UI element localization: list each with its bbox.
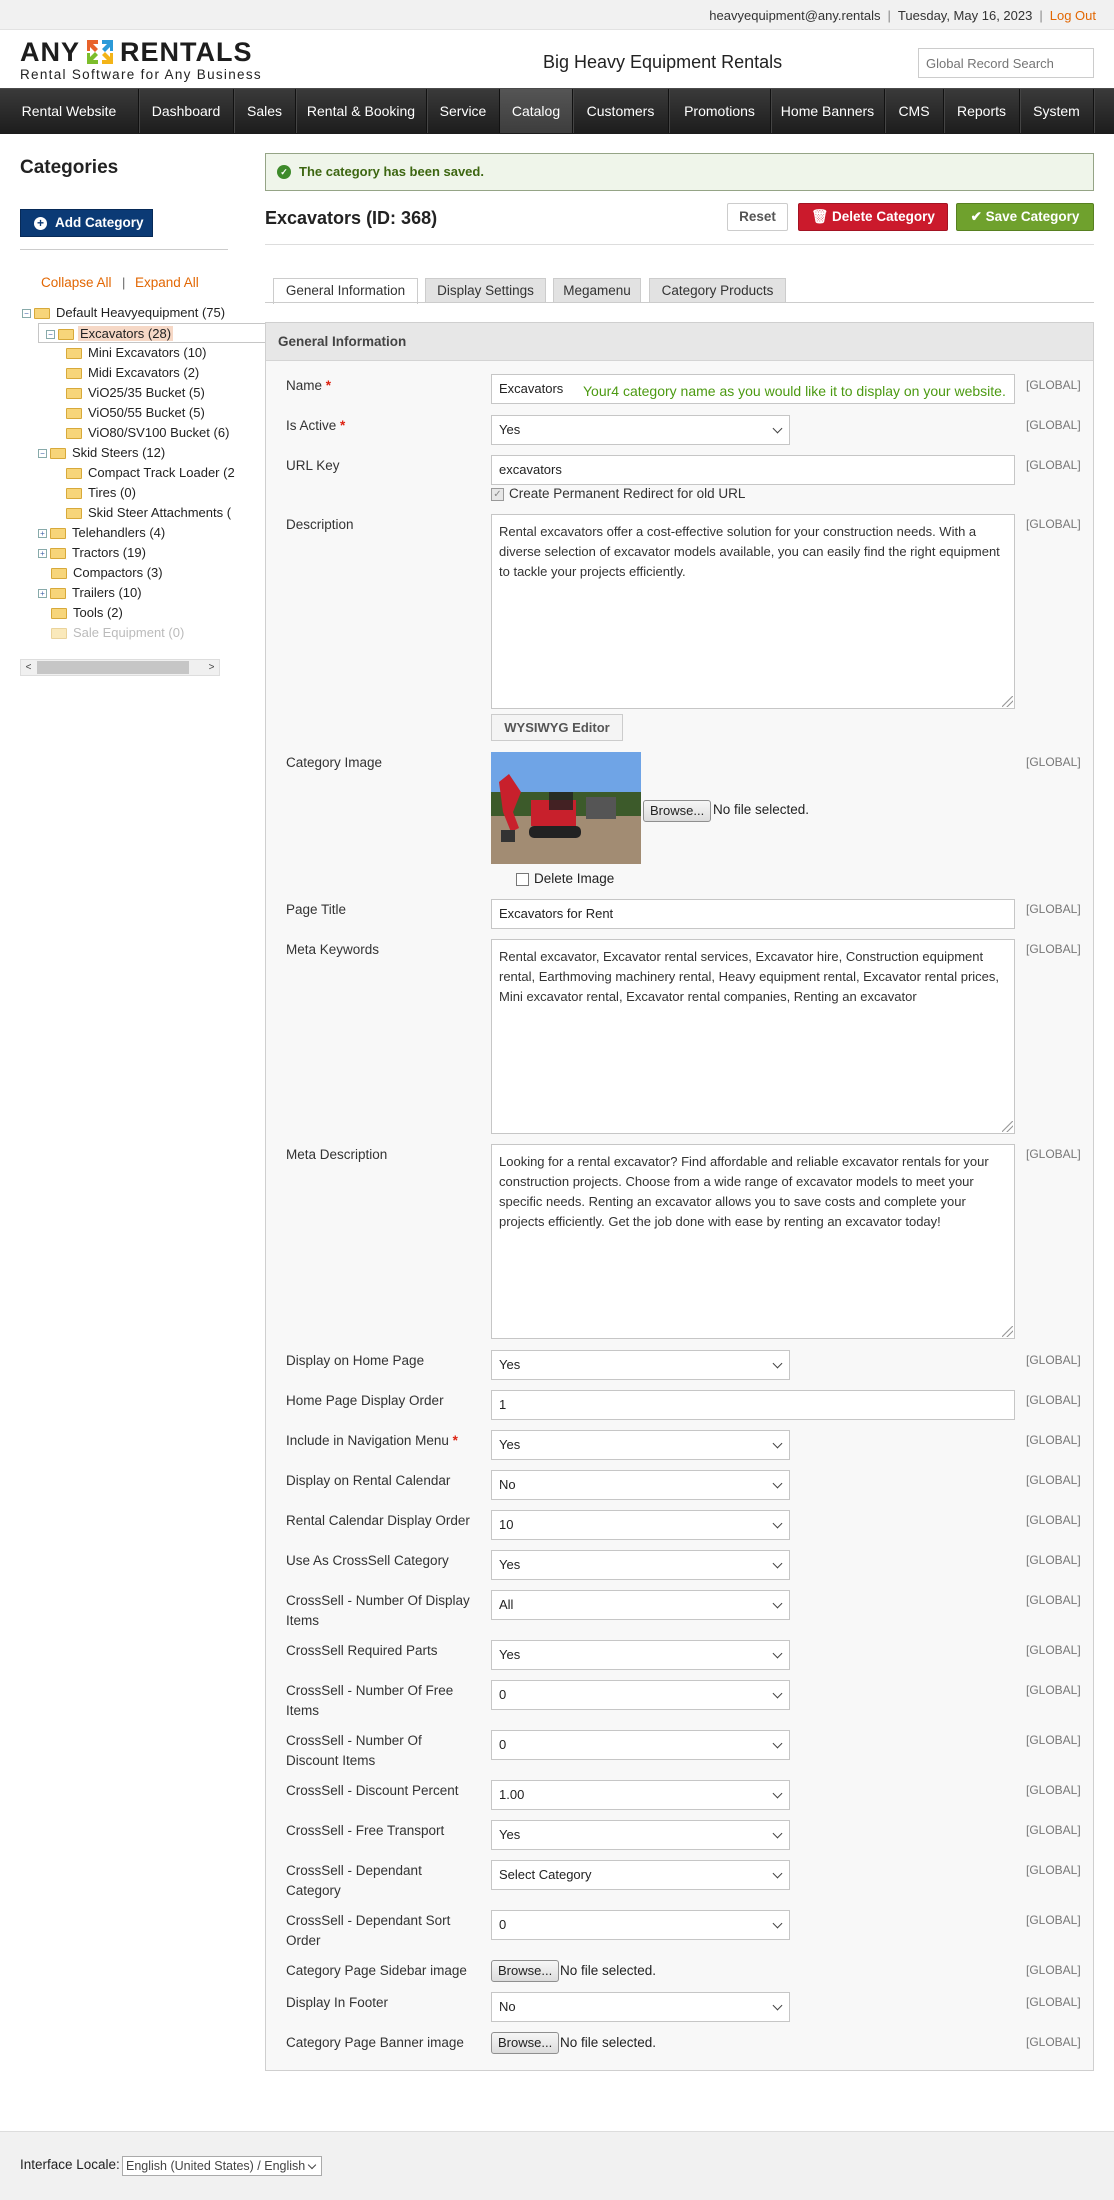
nav-system[interactable]: System (1020, 89, 1094, 133)
delete-image-label: Delete Image (534, 871, 615, 886)
scope-label: [GLOBAL] (1026, 1147, 1081, 1161)
nav-cms[interactable]: CMS (885, 89, 944, 133)
tree-node-label: Mini Excavators (10) (88, 345, 207, 360)
folder-icon (66, 488, 82, 499)
scope-label: [GLOBAL] (1026, 1393, 1081, 1407)
folder-icon (34, 308, 50, 319)
include-nav-select[interactable]: Yes (491, 1430, 790, 1460)
cs-free-transport-select[interactable]: Yes (491, 1820, 790, 1850)
scope-label: [GLOBAL] (1026, 1863, 1081, 1877)
collapse-toggle-icon[interactable]: − (38, 449, 47, 458)
scope-label: [GLOBAL] (1026, 1995, 1081, 2009)
tree-node-label: Skid Steers (12) (72, 445, 166, 460)
scope-label: [GLOBAL] (1026, 1963, 1081, 1977)
tree-node-label: Tractors (19) (72, 545, 146, 560)
cs-discount-percent-label: CrossSell - Discount Percent (286, 1783, 459, 1798)
tree-node[interactable] (38, 443, 167, 463)
banner-image-label: Category Page Banner image (286, 2035, 464, 2050)
folder-icon (66, 508, 82, 519)
nav-customers[interactable]: Customers (573, 89, 669, 133)
scope-label: [GLOBAL] (1026, 1733, 1081, 1747)
nav-rental-booking[interactable]: Rental & Booking (296, 89, 427, 133)
brand-logo[interactable] (20, 38, 262, 82)
redirect-checkbox[interactable]: ✓ (491, 488, 504, 501)
description-text: Rental excavators offer a cost-effective solution for your construction needs. With a diverse selection of excavator models available, you can easily find the right equipment to tackle your projects efficiently. (499, 524, 1000, 579)
expand-all-link[interactable]: Expand All (135, 275, 199, 290)
scope-label: [GLOBAL] (1026, 1513, 1081, 1527)
reset-button[interactable]: Reset (727, 203, 788, 231)
cs-discount-items-select[interactable]: 0 (491, 1730, 790, 1760)
name-input[interactable]: Excavators (491, 374, 1015, 404)
tree-node[interactable] (38, 583, 144, 603)
success-message (265, 153, 1094, 191)
scope-label: [GLOBAL] (1026, 2035, 1081, 2049)
tree-node[interactable] (38, 543, 148, 563)
main-nav (0, 88, 1114, 134)
scope-label: [GLOBAL] (1026, 1593, 1081, 1607)
scope-label: [GLOBAL] (1026, 902, 1081, 916)
tree-node[interactable] (66, 483, 138, 503)
cs-dependant-sort-select[interactable]: 0 (491, 1910, 790, 1940)
chevron-down-icon (773, 1919, 783, 1929)
chevron-down-icon (773, 1439, 783, 1449)
home-order-label: Home Page Display Order (286, 1393, 444, 1408)
tree-node-label: Trailers (10) (72, 585, 142, 600)
tree-node-label: Tools (2) (73, 605, 123, 620)
category-image-file-status: No file selected. (713, 802, 810, 817)
tree-node-label: Compactors (3) (73, 565, 163, 580)
crosssell-category-select[interactable]: Yes (491, 1550, 790, 1580)
cs-dependant-sort-label: CrossSell - Dependant Sort Order (286, 1913, 451, 1948)
footer (0, 2131, 1114, 2200)
locale-select[interactable]: English (United States) / English (122, 2156, 322, 2176)
tree-node-disabled[interactable] (51, 623, 186, 643)
delete-category-button[interactable] (798, 203, 948, 231)
chevron-down-icon (773, 1359, 783, 1369)
display-home-label: Display on Home Page (286, 1353, 425, 1368)
scope-label: [GLOBAL] (1026, 1433, 1081, 1447)
logo-text-right: RENTALS (120, 37, 253, 67)
resize-grip-icon[interactable] (1002, 1326, 1013, 1337)
scope-label: [GLOBAL] (1026, 1913, 1081, 1927)
section-title: General Information (266, 323, 1093, 361)
category-image-label: Category Image (286, 755, 383, 770)
tree-node[interactable] (66, 463, 237, 483)
tree-node[interactable] (66, 363, 201, 383)
tree-node[interactable] (66, 503, 233, 523)
add-category-button[interactable] (20, 209, 153, 237)
folder-icon (66, 468, 82, 479)
home-order-input[interactable]: 1 (491, 1390, 1015, 1420)
add-category-label: Add Category (55, 215, 144, 230)
meta-description-textarea[interactable] (491, 1144, 1015, 1339)
tree-node[interactable] (66, 423, 231, 443)
chevron-down-icon (773, 1649, 783, 1659)
user-email: heavyequipment@any.rentals (709, 8, 881, 23)
page-title-label: Page Title (286, 902, 347, 917)
nav-promotions[interactable]: Promotions (669, 89, 771, 133)
page-title-input[interactable]: Excavators for Rent (491, 899, 1015, 929)
tab-general-information[interactable]: General Information (273, 278, 418, 304)
sidebar-image-file-status: No file selected. (560, 1963, 657, 1978)
cs-dependant-category-label: CrossSell - Dependant Category (286, 1863, 422, 1898)
tree-node[interactable] (51, 603, 125, 623)
resize-grip-icon[interactable] (1002, 696, 1013, 707)
delete-image-checkbox[interactable] (516, 873, 529, 886)
tree-node[interactable] (51, 563, 165, 583)
meta-keywords-textarea[interactable] (491, 939, 1015, 1134)
meta-keywords-text: Rental excavator, Excavator rental services, Excavator hire, Construction equipment rental, Earthmoving machinery rental, Heavy equipment rental, Excavator rental prices, Mini excavator rental, Excavator rental companies, Renting an excavator (499, 949, 1000, 1004)
description-label: Description (286, 517, 354, 532)
tree-node[interactable] (66, 403, 207, 423)
cs-required-label: CrossSell Required Parts (286, 1643, 438, 1658)
header (0, 30, 1114, 88)
folder-icon (66, 348, 82, 359)
expand-toggle-icon[interactable]: + (38, 589, 47, 598)
name-label: Name * (286, 378, 332, 393)
sidebar-title: Categories (20, 157, 119, 178)
banner-image-browse-button[interactable]: Browse... (491, 2032, 559, 2054)
chevron-down-icon (773, 1869, 783, 1879)
is-active-select[interactable]: Yes (491, 415, 790, 445)
tree-node-label: ViO25/35 Bucket (5) (88, 385, 205, 400)
cs-free-transport-label: CrossSell - Free Transport (286, 1823, 445, 1838)
check-circle-icon: ✔ (970, 209, 982, 224)
chevron-down-icon (773, 1689, 783, 1699)
scope-label: [GLOBAL] (1026, 1783, 1081, 1797)
tab-category-products[interactable]: Category Products (649, 278, 786, 303)
category-image-browse-button[interactable]: Browse... (643, 800, 711, 822)
folder-icon (66, 388, 82, 399)
chevron-down-icon (308, 2161, 316, 2169)
cs-required-select[interactable]: Yes (491, 1640, 790, 1670)
sidebar-image-browse-button[interactable]: Browse... (491, 1960, 559, 1982)
nav-catalog[interactable]: Catalog (500, 89, 573, 133)
logo-x-icon (85, 38, 115, 66)
tree-node-label: Skid Steer Attachments ( (88, 505, 232, 520)
meta-description-label: Meta Description (286, 1147, 388, 1162)
cs-discount-percent-select[interactable]: 1.00 (491, 1780, 790, 1810)
folder-icon (58, 329, 74, 340)
tree-node[interactable] (66, 383, 207, 403)
folder-icon (50, 548, 66, 559)
success-message-text: The category has been saved. (299, 164, 484, 179)
banner-image-file-status: No file selected. (560, 2035, 657, 2050)
tree-node-label: Midi Excavators (2) (88, 365, 200, 380)
chevron-down-icon (773, 1739, 783, 1749)
chevron-down-icon (773, 1599, 783, 1609)
tree-node-label: Compact Track Loader (2 (88, 465, 235, 480)
crosssell-category-label: Use As CrossSell Category (286, 1553, 449, 1568)
display-footer-select[interactable]: No (491, 1992, 790, 2022)
global-search-input[interactable] (918, 48, 1094, 78)
meta-keywords-label: Meta Keywords (286, 942, 380, 957)
tree-node-label: ViO80/SV100 Bucket (6) (88, 425, 230, 440)
redirect-checkbox-label: Create Permanent Redirect for old URL (509, 486, 746, 501)
tree-node-label: Telehandlers (4) (72, 525, 166, 540)
display-home-select[interactable]: Yes (491, 1350, 790, 1380)
sidebar-image-label: Category Page Sidebar image (286, 1963, 467, 1978)
trash-icon: 🗑 (811, 209, 829, 224)
url-key-label: URL Key (286, 458, 340, 473)
folder-icon (50, 448, 66, 459)
wysiwyg-editor-button[interactable]: WYSIWYG Editor (491, 714, 623, 741)
title-divider (265, 244, 1094, 245)
brand-tagline: Rental Software for Any Business (20, 67, 262, 82)
nav-dashboard[interactable]: Dashboard (139, 89, 234, 133)
tree-node[interactable] (22, 303, 227, 323)
calendar-order-label: Rental Calendar Display Order (286, 1513, 470, 1528)
scope-label: [GLOBAL] (1026, 378, 1081, 392)
name-hint: Your4 category name as you would like it to display on your website. (583, 383, 1006, 399)
logo-text-left: ANY (20, 37, 81, 67)
tree-horizontal-scrollbar[interactable] (20, 659, 220, 676)
folder-icon (51, 628, 67, 639)
is-active-label: Is Active * (286, 418, 346, 433)
tree-node-label: Default Heavyequipment (75) (56, 305, 226, 320)
scroll-right-arrow-icon[interactable]: > (208, 662, 215, 673)
scope-label: [GLOBAL] (1026, 458, 1081, 472)
chevron-down-icon (773, 1829, 783, 1839)
nav-sales[interactable]: Sales (234, 89, 296, 133)
scope-label: [GLOBAL] (1026, 942, 1081, 956)
url-key-input[interactable]: excavators (491, 455, 1015, 485)
plus-icon: + (34, 217, 47, 230)
collapse-toggle-icon[interactable]: − (46, 330, 55, 339)
cs-free-items-label: CrossSell - Number Of Free Items (286, 1683, 454, 1718)
nav-reports[interactable]: Reports (944, 89, 1020, 133)
nav-service[interactable]: Service (427, 89, 500, 133)
delete-category-label: Delete Category (832, 209, 935, 224)
folder-icon (50, 528, 66, 539)
display-calendar-select[interactable]: No (491, 1470, 790, 1500)
scope-label: [GLOBAL] (1026, 1473, 1081, 1487)
top-bar: heavyequipment@any.rentals | Tuesday, May 16, 2023 | Log Out (0, 0, 1114, 30)
cs-discount-items-label: CrossSell - Number Of Discount Items (286, 1733, 422, 1768)
link-separator: | (122, 275, 126, 290)
display-footer-label: Display In Footer (286, 1995, 389, 2010)
description-textarea[interactable] (491, 514, 1015, 709)
cs-display-items-select[interactable]: All (491, 1590, 790, 1620)
chevron-down-icon (773, 1479, 783, 1489)
tab-display-settings[interactable]: Display Settings (425, 278, 546, 303)
chevron-down-icon (773, 1559, 783, 1569)
sidebar-divider (20, 249, 228, 250)
save-category-button[interactable] (956, 203, 1094, 231)
collapse-all-link[interactable]: Collapse All (41, 275, 112, 290)
tab-megamenu[interactable]: Megamenu (553, 278, 641, 303)
folder-icon (50, 588, 66, 599)
chevron-down-icon (773, 1519, 783, 1529)
chevron-down-icon (773, 1789, 783, 1799)
folder-icon (66, 408, 82, 419)
scope-label: [GLOBAL] (1026, 418, 1081, 432)
category-tree (22, 303, 235, 643)
page-title: Excavators (ID: 368) (265, 208, 438, 228)
cs-display-items-label: CrossSell - Number Of Display Items (286, 1593, 470, 1628)
expand-toggle-icon[interactable]: + (38, 529, 47, 538)
chevron-down-icon (773, 2001, 783, 2011)
nav-home-banners[interactable]: Home Banners (771, 89, 885, 133)
check-circle-icon: ✓ (277, 165, 291, 179)
chevron-down-icon (773, 424, 783, 434)
folder-icon (51, 568, 67, 579)
expand-toggle-icon[interactable]: + (38, 549, 47, 558)
scroll-left-arrow-icon[interactable]: < (25, 662, 32, 673)
calendar-order-select[interactable]: 10 (491, 1510, 790, 1540)
logout-link[interactable]: Log Out (1049, 8, 1096, 23)
scope-label: [GLOBAL] (1026, 755, 1081, 769)
include-nav-label: Include in Navigation Menu * (286, 1433, 458, 1448)
tab-bar-divider (265, 302, 1094, 303)
tree-node-label: Tires (0) (88, 485, 136, 500)
nav-rental-website[interactable]: Rental Website (0, 89, 139, 133)
tree-node-label: Sale Equipment (0) (73, 625, 185, 640)
scope-label: [GLOBAL] (1026, 1823, 1081, 1837)
save-category-label: Save Category (985, 209, 1080, 224)
folder-icon (66, 428, 82, 439)
cs-free-items-select[interactable]: 0 (491, 1680, 790, 1710)
locale-label: Interface Locale: (20, 2157, 120, 2172)
scope-label: [GLOBAL] (1026, 1643, 1081, 1657)
scope-label: [GLOBAL] (1026, 1683, 1081, 1697)
cs-dependant-category-select[interactable]: Select Category (491, 1860, 790, 1890)
site-title: Big Heavy Equipment Rentals (543, 52, 783, 72)
scope-label: [GLOBAL] (1026, 1553, 1081, 1567)
tree-node-label: ViO50/55 Bucket (5) (88, 405, 205, 420)
display-calendar-label: Display on Rental Calendar (286, 1473, 451, 1488)
resize-grip-icon[interactable] (1002, 1121, 1013, 1132)
tree-node[interactable] (66, 343, 208, 363)
tree-node-label: Excavators (28) (80, 326, 172, 341)
tree-node[interactable] (38, 523, 167, 543)
current-date: Tuesday, May 16, 2023 (897, 8, 1033, 23)
folder-icon (66, 368, 82, 379)
meta-description-text: Looking for a rental excavator? Find affordable and reliable excavator rentals for your construction projects. Choose from a wide range of excavator models to meet your specific needs. Renting an excavator allows you to save costs and complete your projects efficiently. Get the job done with ease by renting an excavator today! (499, 1154, 989, 1229)
category-image-thumbnail (491, 752, 641, 864)
collapse-toggle-icon[interactable]: − (22, 309, 31, 318)
scrollbar-thumb[interactable] (37, 661, 189, 674)
folder-icon (51, 608, 67, 619)
scope-label: [GLOBAL] (1026, 1353, 1081, 1367)
scope-label: [GLOBAL] (1026, 517, 1081, 531)
